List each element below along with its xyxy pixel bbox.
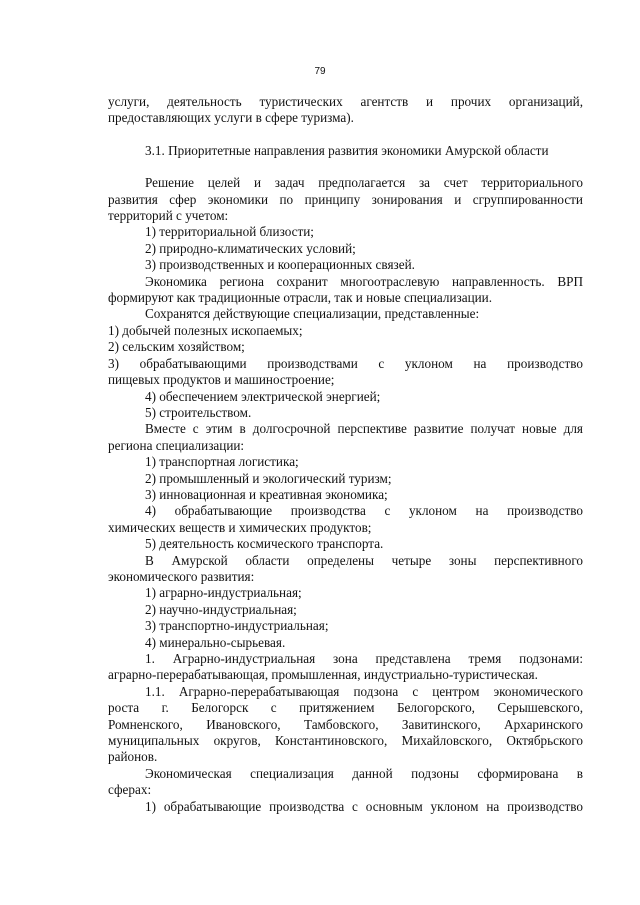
- text-line: Экономика региона сохранит многоотраслевую направленность. ВРП: [145, 273, 583, 289]
- text-line: муниципальных округов, Константиновского, Михайловского, Октябрьского: [108, 733, 583, 749]
- text-line: В Амурской области определены четыре зоны перспективного: [145, 552, 583, 568]
- list-item: 3) обрабатывающими производствами с уклоном на производство: [108, 355, 583, 371]
- list-item: 5) деятельность космического транспорта.: [145, 536, 384, 552]
- text-line: 1.1. Аграрно-перерабатывающая подзона с центром экономического: [145, 683, 583, 699]
- text-line: территорий с учетом:: [108, 208, 229, 224]
- text-line: пищевых продуктов и машиностроение;: [108, 372, 335, 388]
- text-line: региона специализации:: [108, 437, 245, 453]
- text-line: Решение целей и задач предполагается за счет территориального: [145, 175, 583, 191]
- text-line: предоставляющих услуги в сфере туризма).: [108, 110, 354, 126]
- document-body: [108, 94, 583, 815]
- list-item: 4) минерально-сырьевая.: [145, 634, 286, 650]
- list-item: 2) научно-индустриальная;: [145, 601, 297, 617]
- list-item: 3) транспортно-индустриальная;: [145, 618, 329, 634]
- list-item: 1) обрабатывающие производства с основным уклоном на производство: [145, 798, 583, 814]
- text-line: районов.: [108, 749, 158, 765]
- list-item: 4) обеспечением электрической энергией;: [145, 388, 381, 404]
- list-item: 4) обрабатывающие производства с уклоном на производство: [145, 503, 583, 519]
- page-number: 79: [314, 66, 326, 77]
- text-line: аграрно-перерабатывающая, промышленная, индустриально-туристическая.: [108, 667, 538, 683]
- list-item: 5) строительством.: [145, 404, 252, 420]
- list-item: 1) транспортная логистика;: [145, 454, 299, 470]
- text-line: экономического развития:: [108, 568, 255, 584]
- list-item: 2) природно-климатических условий;: [145, 240, 356, 256]
- text-line: развития сфер экономики по принципу зонирования и сгруппированности: [108, 191, 583, 207]
- text-line: сферах:: [108, 782, 152, 798]
- text-line: услуги, деятельность туристических агентств и прочих организаций,: [108, 94, 583, 109]
- list-item: 1) аграрно-индустриальная;: [145, 585, 302, 601]
- list-item: 2) промышленный и экологический туризм;: [145, 470, 392, 486]
- spacer: [108, 159, 583, 175]
- text-line: Ромненского, Ивановского, Тамбовского, Завитинского, Архаринского: [108, 716, 583, 732]
- text-line: роста г. Белогорск с притяжением Белогорского, Серышевского,: [108, 700, 583, 716]
- text-line: Сохранятся действующие специализации, представленные:: [145, 306, 480, 322]
- list-item: 2) сельским хозяйством;: [108, 339, 245, 355]
- list-item: 1) добычей полезных ископаемых;: [108, 322, 303, 338]
- text-line: 1. Аграрно-индустриальная зона представлена тремя подзонами:: [145, 651, 583, 666]
- section-heading: 3.1. Приоритетные направления развития экономики Амурской области: [145, 142, 549, 158]
- text-line: Экономическая специализация данной подзоны сформирована в: [145, 765, 583, 781]
- list-item: 1) территориальной близости;: [145, 224, 314, 240]
- text-line: химических веществ и химических продуктов;: [108, 519, 372, 535]
- list-item: 3) инновационная и креативная экономика;: [145, 486, 388, 502]
- text-line: формируют как традиционные отрасли, так и новые специализации.: [108, 290, 493, 306]
- list-item: 3) производственных и кооперационных связей.: [145, 257, 415, 273]
- text-line: Вместе с этим в долгосрочной перспективе развитие получат новые для: [145, 421, 583, 437]
